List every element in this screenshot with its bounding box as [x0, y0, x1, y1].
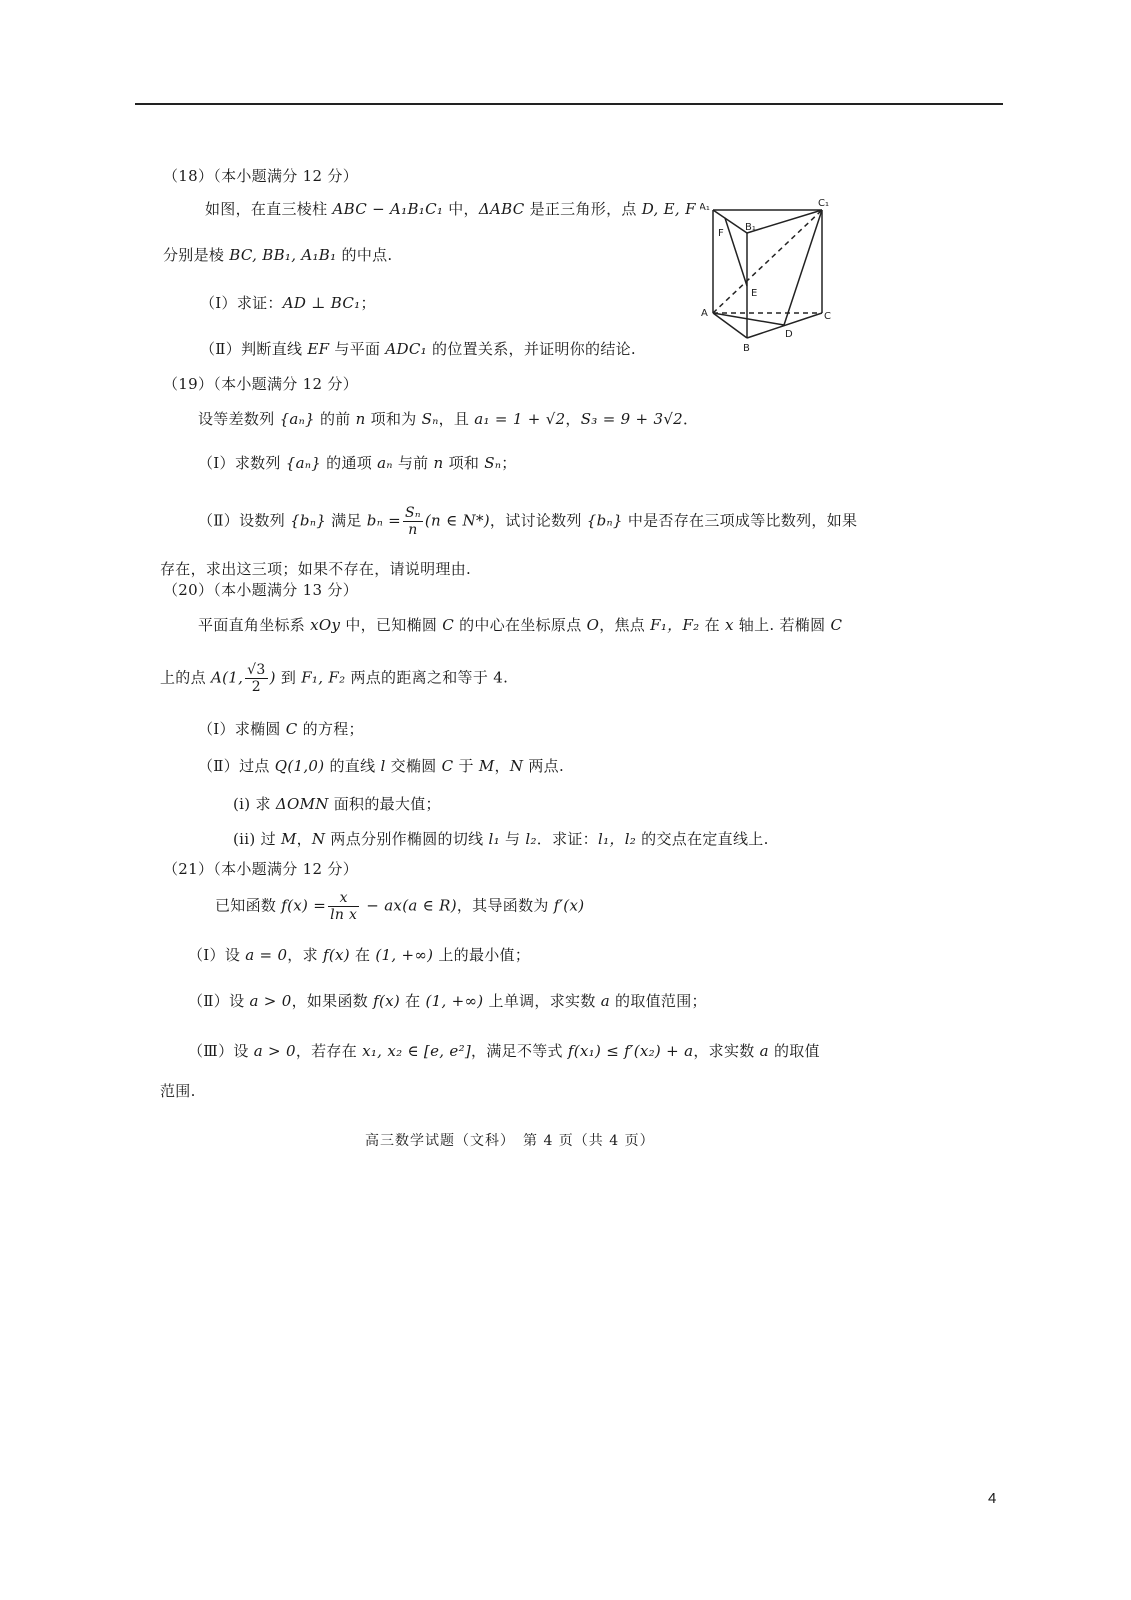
- label-B: B: [743, 343, 750, 354]
- page-footer: 高三数学试题（文科） 第 4 页（共 4 页）: [365, 1133, 655, 1149]
- q20-stem-line1: 平面直角坐标系 xOy 中，已知椭圆 C 的中心在坐标原点 O，焦点 F₁，F₂ 在 x 轴上. 若椭圆 C: [198, 616, 843, 634]
- q20-stem-line2: 上的点 A(1, $\frac{√3}{2}$ ) 到 F₁, F₂ 两点的距离之和等于 4.: [160, 662, 509, 696]
- label-A1: A₁: [700, 202, 710, 213]
- q21-part3: （Ⅲ）设 a > 0，若存在 x₁, x₂ ∈ [e, e²]，满足不等式 f(x₁) ≤ f′(x₂) + a，求实数 a 的取值: [188, 1042, 820, 1060]
- page-number: 4: [988, 1490, 997, 1507]
- header-rule: [135, 103, 1003, 105]
- q20-fraction: $\frac{√3}{2}$: [247, 662, 266, 696]
- q18-part1: （Ⅰ）求证：AD ⊥ BC₁；: [200, 294, 376, 312]
- q18-stem-line1: 如图，在直三棱柱 ABC − A₁B₁C₁ 中，ΔABC 是正三角形，点 D, E, F: [205, 200, 696, 218]
- q20-sub1: (i) 求 ΔOMN 面积的最大值；: [233, 795, 441, 813]
- label-C: C: [824, 311, 831, 322]
- q19-part2-line2: 存在，求出这三项；如果不存在，请说明理由.: [160, 560, 472, 578]
- q20-header: （20）（本小题满分 13 分）: [163, 581, 359, 599]
- q19-stem: 设等差数列 {aₙ} 的前 n 项和为 Sₙ，且 a₁ = 1 + √2，S₃ = 9 + 3√2．: [198, 410, 699, 428]
- q19-fraction: $\frac{\text{Sₙ}}{n}$: [405, 505, 421, 539]
- q18-stem-line2: 分别是棱 BC, BB₁, A₁B₁ 的中点.: [163, 246, 393, 264]
- q19-part1: （Ⅰ）求数列 {aₙ} 的通项 aₙ 与前 n 项和 Sₙ；: [198, 454, 517, 472]
- q18-header: （18）（本小题满分 12 分）: [163, 167, 359, 185]
- q20-part1: （Ⅰ）求椭圆 C 的方程；: [198, 720, 364, 738]
- q21-part2: （Ⅱ）设 a > 0，如果函数 f(x) 在 (1, +∞) 上单调，求实数 a 的取值范围；: [188, 992, 707, 1010]
- q21-header: （21）（本小题满分 12 分）: [163, 860, 359, 878]
- label-A: A: [701, 308, 708, 319]
- q20-part2: （Ⅱ）过点 Q(1,0) 的直线 l 交椭圆 C 于 M，N 两点.: [198, 757, 565, 775]
- q21-stem: 已知函数 f(x) = $\frac{x}{\text{ln x}}$ − ax(a ∈ R)，其导函数为 f′(x): [215, 890, 585, 924]
- q19-header: （19）（本小题满分 12 分）: [163, 375, 359, 393]
- q21-fraction: $\frac{x}{\text{ln x}}$: [330, 890, 358, 924]
- q20-sub2: (ii) 过 M，N 两点分别作椭圆的切线 l₁ 与 l₂．求证：l₁，l₂ 的交点在定直线上.: [233, 830, 769, 848]
- label-F: F: [718, 228, 724, 239]
- q21-part3-line2: 范围.: [160, 1082, 196, 1100]
- prism-figure: [700, 198, 870, 368]
- label-E: E: [751, 288, 758, 299]
- q18-part2: （Ⅱ）判断直线 EF 与平面 ADC₁ 的位置关系，并证明你的结论.: [200, 340, 636, 358]
- label-B1: B₁: [745, 222, 756, 233]
- label-D: D: [785, 329, 793, 340]
- prism-diagram: [700, 198, 870, 368]
- q19-part2: （Ⅱ）设数列 {bₙ} 满足 bₙ = $\frac{\text{Sₙ}}{n}$ (n ∈ N*)，试讨论数列 {bₙ} 中是否存在三项成等比数列，如果: [198, 505, 858, 539]
- q21-part1: （Ⅰ）设 a = 0，求 f(x) 在 (1, +∞) 上的最小值；: [188, 946, 531, 964]
- label-C1: C₁: [818, 198, 829, 209]
